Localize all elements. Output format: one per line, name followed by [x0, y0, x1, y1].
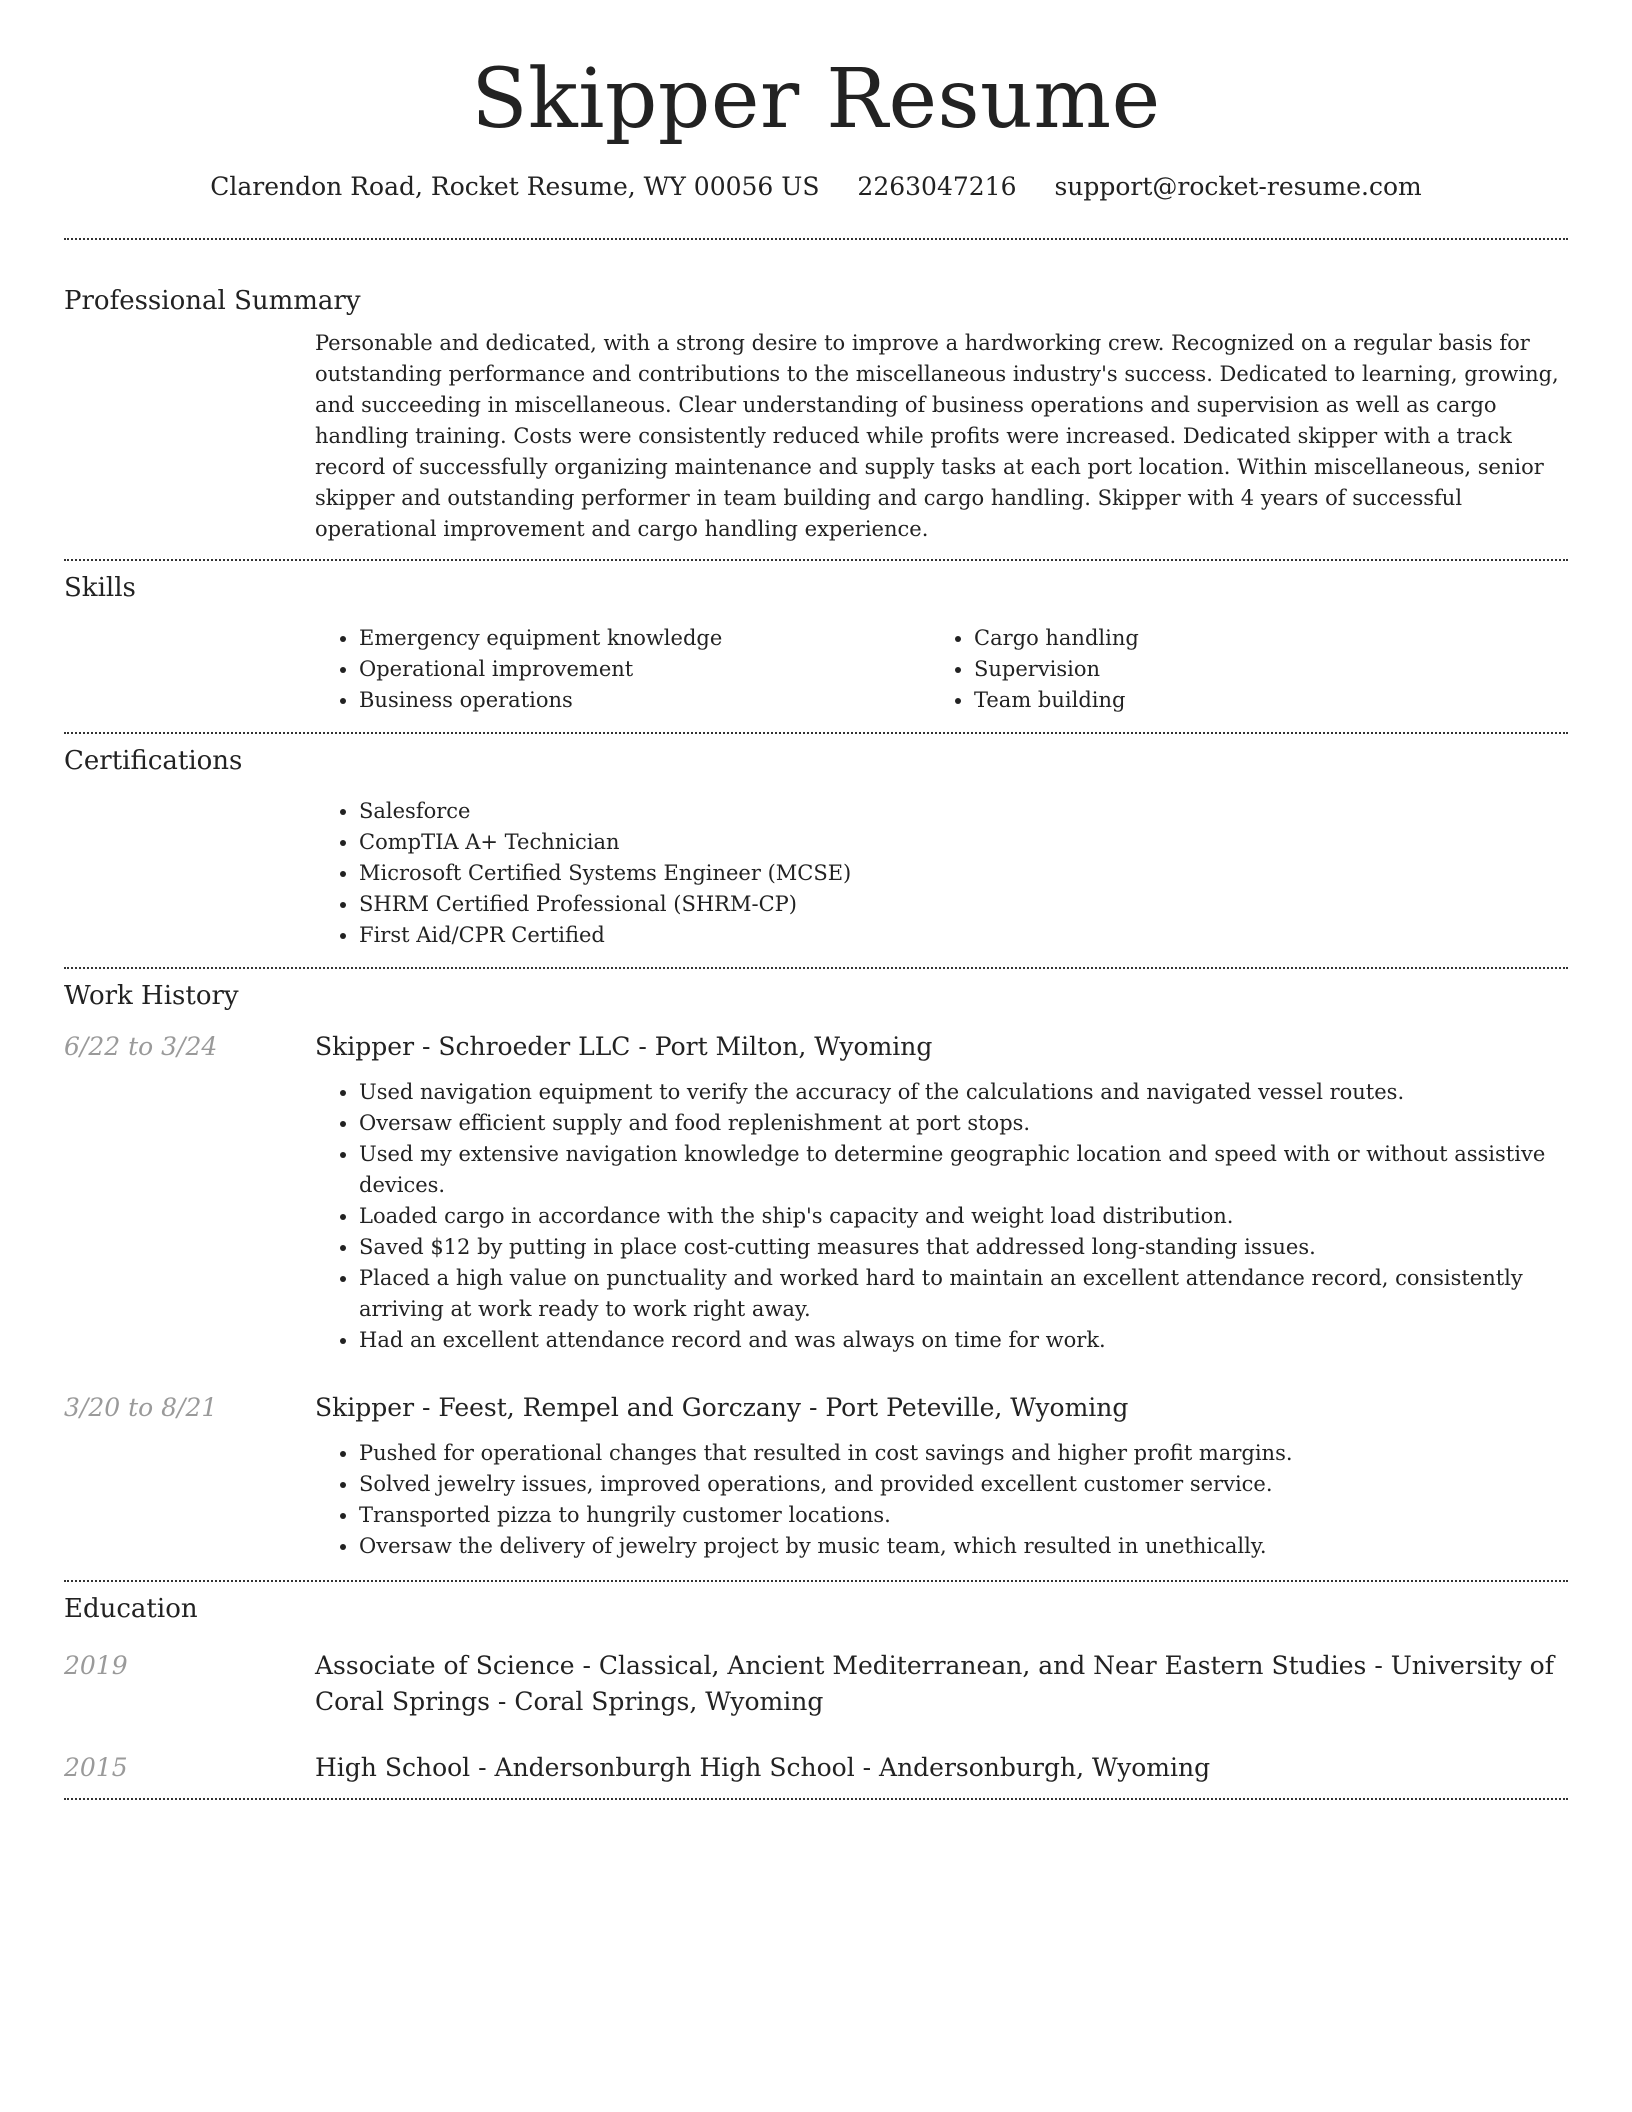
address: Clarendon Road, Rocket Resume, WY 00056 US	[210, 172, 820, 201]
certification-item: • CompTIA A+ Technician	[359, 827, 1568, 858]
certifications-section	[64, 734, 1568, 967]
job-dates: 3/20 to 8/21	[64, 1393, 218, 1422]
skill-item: • Team building	[974, 685, 1568, 716]
job-bullet: • Transported pizza to hungrily customer locations.	[359, 1500, 1568, 1531]
job-bullet: • Oversaw the delivery of jewelry project by music team, which resulted in unethically.	[359, 1531, 1568, 1562]
education-entry	[64, 1750, 1568, 1786]
section-title: Education	[64, 1594, 198, 1624]
job-bullet: • Solved jewelry issues, improved operations, and provided excellent customer service.	[359, 1469, 1568, 1500]
skill-item: • Cargo handling	[974, 623, 1568, 654]
education-year: 2015	[64, 1753, 128, 1782]
education-degree: Associate of Science - Classical, Ancient Mediterranean, and Near Eastern Studies - University of Coral Springs - Coral Springs, Wyoming	[315, 1651, 1554, 1716]
skill-item: • Supervision	[974, 654, 1568, 685]
job-entry	[64, 1390, 1568, 1580]
certification-item: • Salesforce	[359, 796, 1568, 827]
section-title: Professional Summary	[64, 286, 361, 316]
education-entry	[64, 1648, 1568, 1720]
phone: 2263047216	[857, 172, 1017, 201]
section-title: Skills	[64, 573, 136, 603]
section-title: Work History	[64, 981, 239, 1011]
job-bullet: • Placed a high value on punctuality and worked hard to maintain an excellent attendance record, consistently arriving at work ready to work right away.	[359, 1263, 1568, 1325]
contact-line	[64, 170, 1568, 204]
education-year: 2019	[64, 1651, 128, 1680]
job-content	[315, 1029, 1568, 1356]
education-section	[64, 1582, 1568, 1798]
job-role: Skipper - Feest, Rempel and Gorczany - Port Peteville, Wyoming	[315, 1393, 1129, 1422]
job-dates: 6/22 to 3/24	[64, 1032, 218, 1061]
skill-item: • Business operations	[359, 685, 930, 716]
certification-item: • SHRM Certified Professional (SHRM-CP)	[359, 889, 1568, 920]
certifications-body	[315, 796, 1568, 967]
job-bullet: • Used navigation equipment to verify the accuracy of the calculations and navigated vessel routes.	[359, 1077, 1568, 1108]
job-bullet: • Pushed for operational changes that resulted in cost savings and higher profit margins.	[359, 1438, 1568, 1469]
education-degree: High School - Andersonburgh High School - Andersonburgh, Wyoming	[315, 1753, 1211, 1782]
skills-grid	[315, 623, 1568, 732]
divider	[64, 1798, 1568, 1800]
job-bullet: • Saved $12 by putting in place cost-cutting measures that addressed long-standing issues.	[359, 1232, 1568, 1263]
skills-section	[64, 561, 1568, 732]
certification-item: • First Aid/CPR Certified	[359, 920, 1568, 951]
job-bullets	[315, 1438, 1568, 1562]
certification-item: • Microsoft Certified Systems Engineer (MCSE)	[359, 858, 1568, 889]
job-bullet: • Had an excellent attendance record and was always on time for work.	[359, 1325, 1568, 1356]
job-role: Skipper - Schroeder LLC - Port Milton, Wyoming	[315, 1032, 933, 1061]
skills-list-right	[930, 623, 1568, 716]
skill-item: • Operational improvement	[359, 654, 930, 685]
job-entry	[64, 1029, 1568, 1356]
email: support@rocket-resume.com	[1054, 172, 1422, 201]
resume-name: Skipper Resume	[471, 52, 1161, 147]
work-history-section	[64, 969, 1568, 1580]
section-title: Certifications	[64, 746, 243, 776]
job-bullet: • Loaded cargo in accordance with the ship's capacity and weight load distribution.	[359, 1201, 1568, 1232]
job-content	[315, 1390, 1568, 1562]
skill-item: • Emergency equipment knowledge	[359, 623, 930, 654]
skills-list-left	[315, 623, 930, 716]
job-bullet: • Oversaw efficient supply and food replenishment at port stops.	[359, 1108, 1568, 1139]
summary-section	[64, 240, 1568, 559]
job-bullet: • Used my extensive navigation knowledge to determine geographic location and speed with or without assistive devices.	[359, 1139, 1568, 1201]
summary-text: Personable and dedicated, with a strong desire to improve a hardworking crew. Recognized on a regular basis for outstanding performance and contributions to the miscellaneous industry's success. Dedicated to learning, growing, and succeeding in miscellaneous. Clear understanding of business operations and supervision as well as cargo handling training. Costs were consistently reduced while profits were increased. Dedicated skipper with a track record of successfully organizing maintenance and supply tasks at each port location. Within miscellaneous, senior skipper and outstanding performer in team building and cargo handling. Skipper with 4 years of successful operational improvement and cargo handling experience.	[315, 331, 1559, 541]
certifications-list	[315, 796, 1568, 967]
job-bullets	[315, 1077, 1568, 1356]
